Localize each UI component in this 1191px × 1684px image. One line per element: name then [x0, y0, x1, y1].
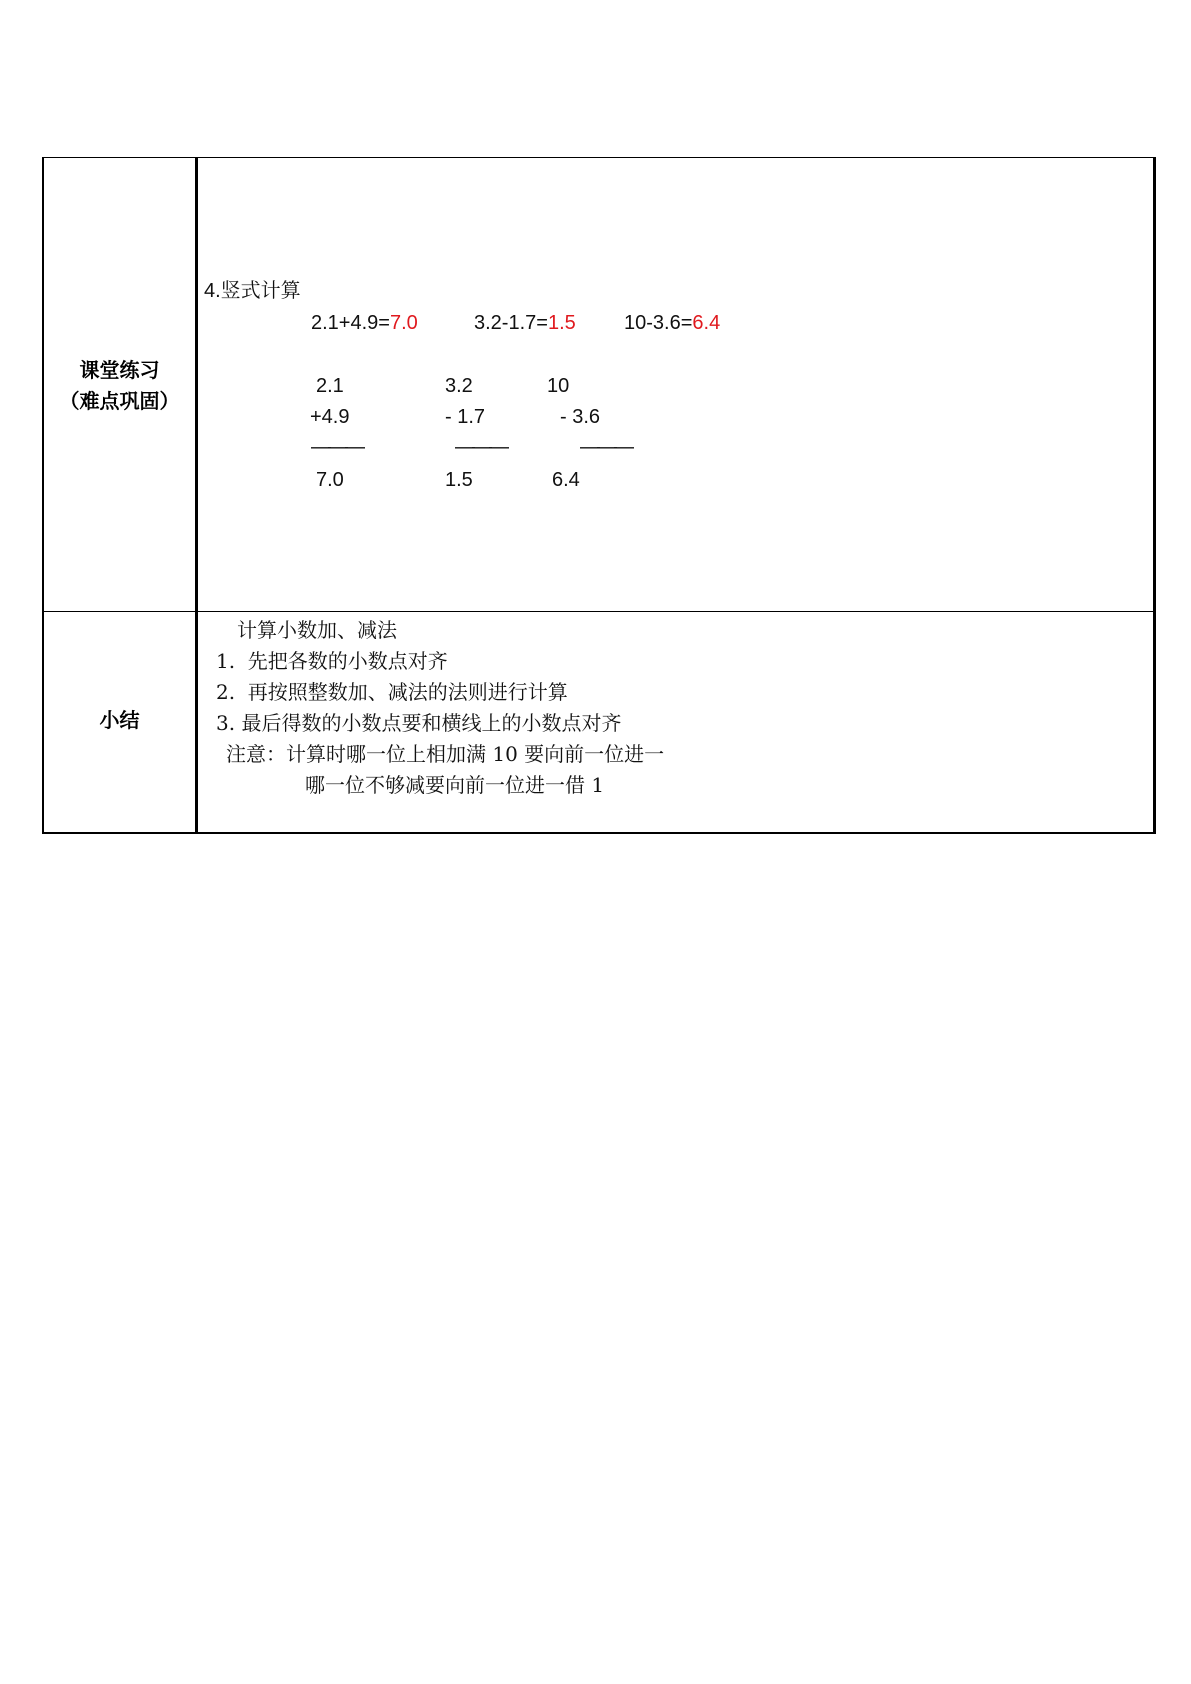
summary-line-2: 1. 先把各数的小数点对齐	[216, 649, 448, 673]
row-label-practice	[44, 355, 195, 417]
equation-3	[624, 311, 720, 335]
vertical-1-top: 2.1	[316, 375, 344, 397]
equation-3-expr: 10-3.6=	[624, 312, 693, 334]
vertical-2-operand: - 1.7	[445, 406, 486, 428]
vertical-2-result: 1.5	[445, 469, 473, 491]
equation-2	[474, 311, 576, 335]
summary-line-3: 2. 再按照整数加、减法的法则进行计算	[216, 680, 568, 704]
equation-2-expr: 3.2-1.7=	[474, 312, 548, 334]
row-label-practice-line1: 课堂练习	[79, 358, 160, 382]
lesson-table	[42, 157, 1156, 834]
equation-3-answer: 6.4	[692, 312, 721, 334]
equation-1	[311, 311, 418, 335]
row-label-practice-line2: （难点巩固）	[59, 389, 180, 413]
summary-line-4: 3. 最后得数的小数点要和横线上的小数点对齐	[216, 711, 622, 735]
vertical-2-top: 3.2	[445, 375, 473, 397]
equation-1-answer: 7.0	[389, 312, 418, 334]
row-label-summary: 小结	[99, 708, 140, 732]
summary-note-continued: 哪一位不够减要向前一位进一借 1	[305, 773, 605, 797]
practice-heading: 4.竖式计算	[204, 280, 301, 302]
summary-note: 注意：计算时哪一位上相加满 10 要向前一位进一	[226, 742, 665, 766]
column-divider	[195, 158, 198, 832]
equation-1-expr: 2.1+4.9=	[311, 312, 390, 334]
vertical-1-result: 7.0	[316, 469, 344, 491]
vertical-2-rule: ———	[455, 436, 506, 458]
vertical-3-operand: - 3.6	[560, 406, 601, 428]
vertical-3-rule: ———	[580, 436, 631, 458]
summary-line-1: 计算小数加、减法	[237, 618, 397, 642]
row-divider	[44, 611, 1153, 612]
vertical-1-rule: ———	[311, 436, 362, 458]
vertical-3-result: 6.4	[552, 469, 580, 491]
vertical-1-operand: +4.9	[310, 406, 350, 428]
vertical-3-top: 10	[547, 375, 570, 397]
equation-2-answer: 1.5	[547, 312, 576, 334]
